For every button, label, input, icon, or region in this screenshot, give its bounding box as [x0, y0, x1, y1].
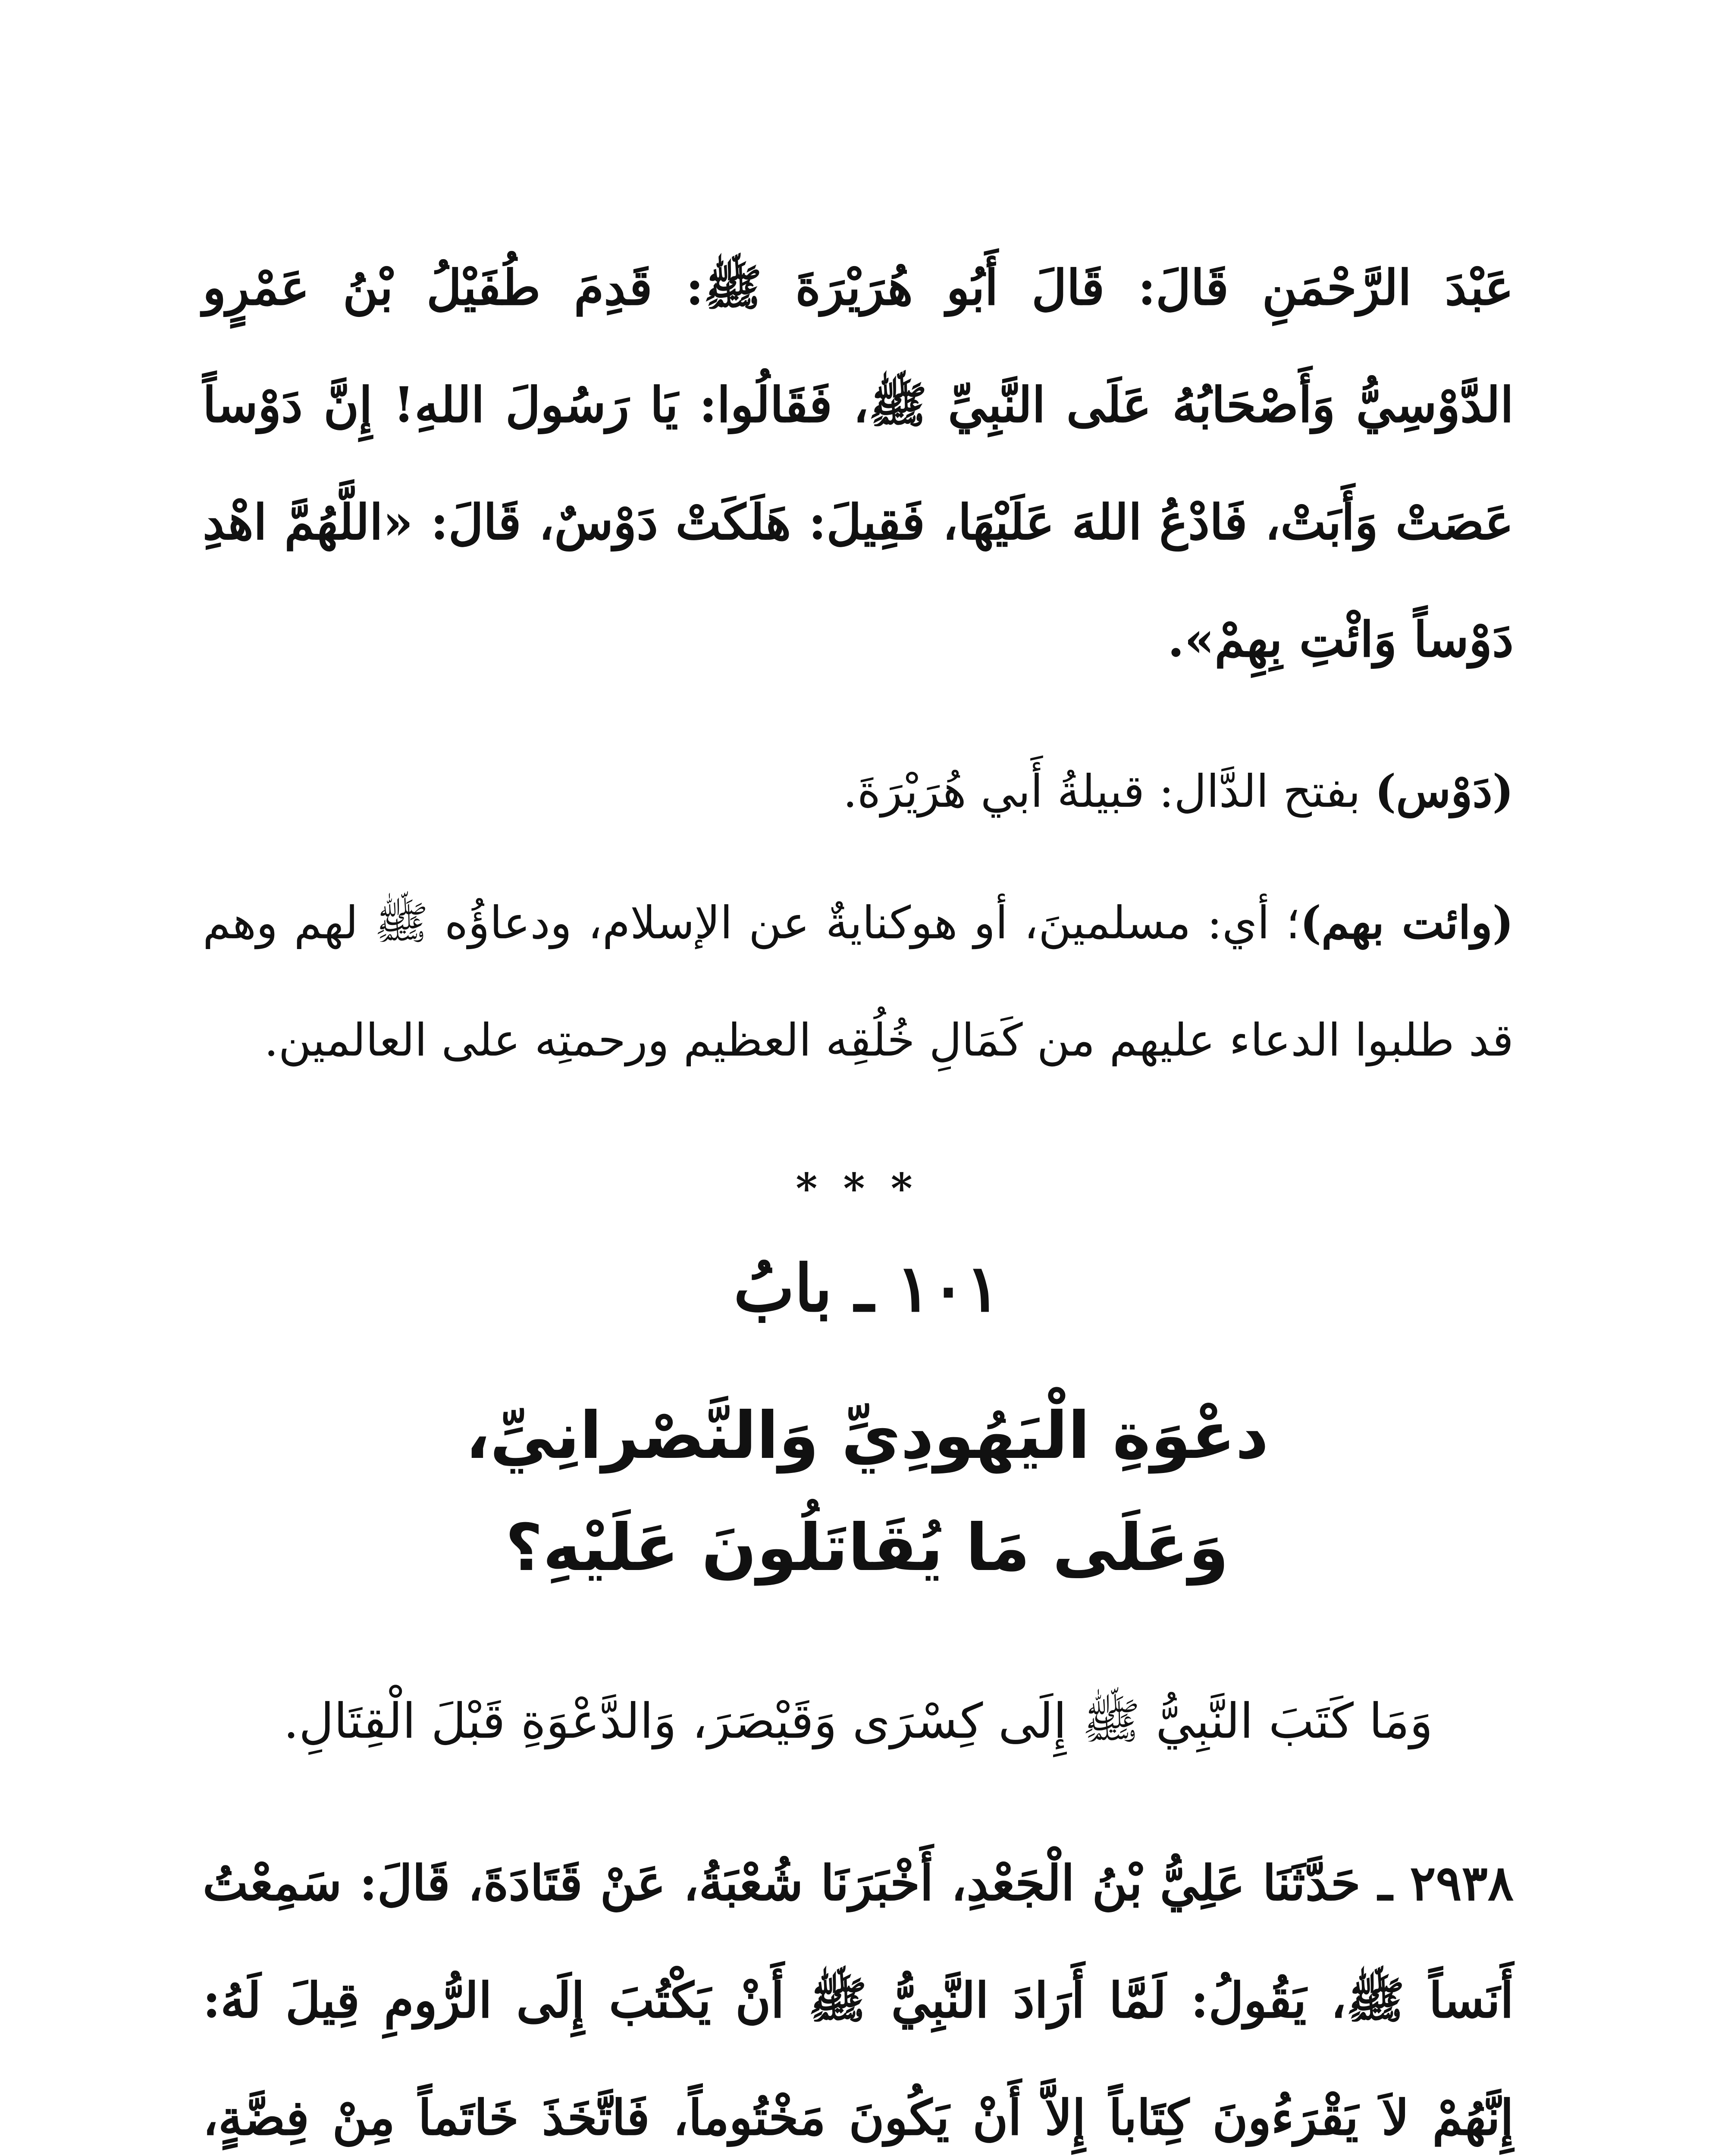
chapter-number: ١٠١ ـ بابُ [734, 1250, 1000, 1326]
footnote-explanation: ؛ أي: مسلمينَ، أو هوكنايةٌ عن الإسلام، ودعاؤُه ﷺ لهم وهم قد طلبوا الدعاء عليهم من كَمَالِ خُلُقِه العظيم ورحمتِه على العالمين. [203, 896, 1514, 1066]
chapter-title [0, 1380, 1734, 1604]
footnote-explanation: بفتح الدَّال: قبيلةُ أَبي هُرَيْرَةَ. [843, 765, 1375, 818]
hadith-text-continued: عَبْدَ الرَّحْمَنِ قَالَ: قَالَ أَبُو هُرَيْرَةَ ﷺ: قَدِمَ طُفَيْلُ بْنُ عَمْرٍو الدَّوْسِيُّ وَأَصْحَابُهُ عَلَى النَّبِيِّ ﷺ، فَقَالُوا: يَا رَسُولَ اللهِ! إِنَّ دَوْساً عَصَتْ وَأَبَتْ، فَادْعُ اللهَ عَلَيْهَا، فَقِيلَ: هَلَكَتْ دَوْسٌ، قَالَ: «اللَّهُمَّ اهْدِ دَوْساً وَائْتِ بِهِمْ». [203, 260, 1514, 668]
chapter-title-line: وَعَلَى مَا يُقَاتَلُونَ عَلَيْهِ؟ [505, 1510, 1229, 1586]
footnote-term: (وائت بهم) [1300, 896, 1514, 949]
chapter-title-line: دعْوَةِ الْيَهُودِيِّ وَالنَّصْرانِيِّ، [465, 1398, 1269, 1473]
footnote-wa-it-bihim [203, 864, 1514, 1099]
chapter-subtitle: وَمَا كَتَبَ النَّبِيُّ ﷺ إِلَى كِسْرَى وَقَيْصَرَ، وَالدَّعْوَةِ قَبْلَ الْقِتَالِ. [283, 1693, 1433, 1749]
footnote-term: (دَوْس) [1375, 765, 1514, 818]
section-separator: *** [796, 1164, 938, 1213]
footnote-daws [203, 733, 1514, 850]
hadith-2938: ٢٩٣٨ ـ حَدَّثَنَا عَلِيُّ بْنُ الْجَعْدِ، أَخْبَرَنَا شُعْبَةُ، عَنْ قَتَادَةَ، قَالَ: سَمِعْتُ أَنَساً ﷺ، يَقُولُ: لَمَّا أَرَادَ النَّبِيُّ ﷺ أَنْ يَكْتُبَ إِلَى الرُّومِ قِيلَ لَهُ: إِنَّهُمْ لاَ يَقْرَءُونَ كِتَاباً إِلاَّ أَنْ يَكُونَ مَخْتُوماً، فَاتَّخَذَ خَاتَماً مِنْ فِضَّةٍ، [203, 1855, 1514, 2146]
